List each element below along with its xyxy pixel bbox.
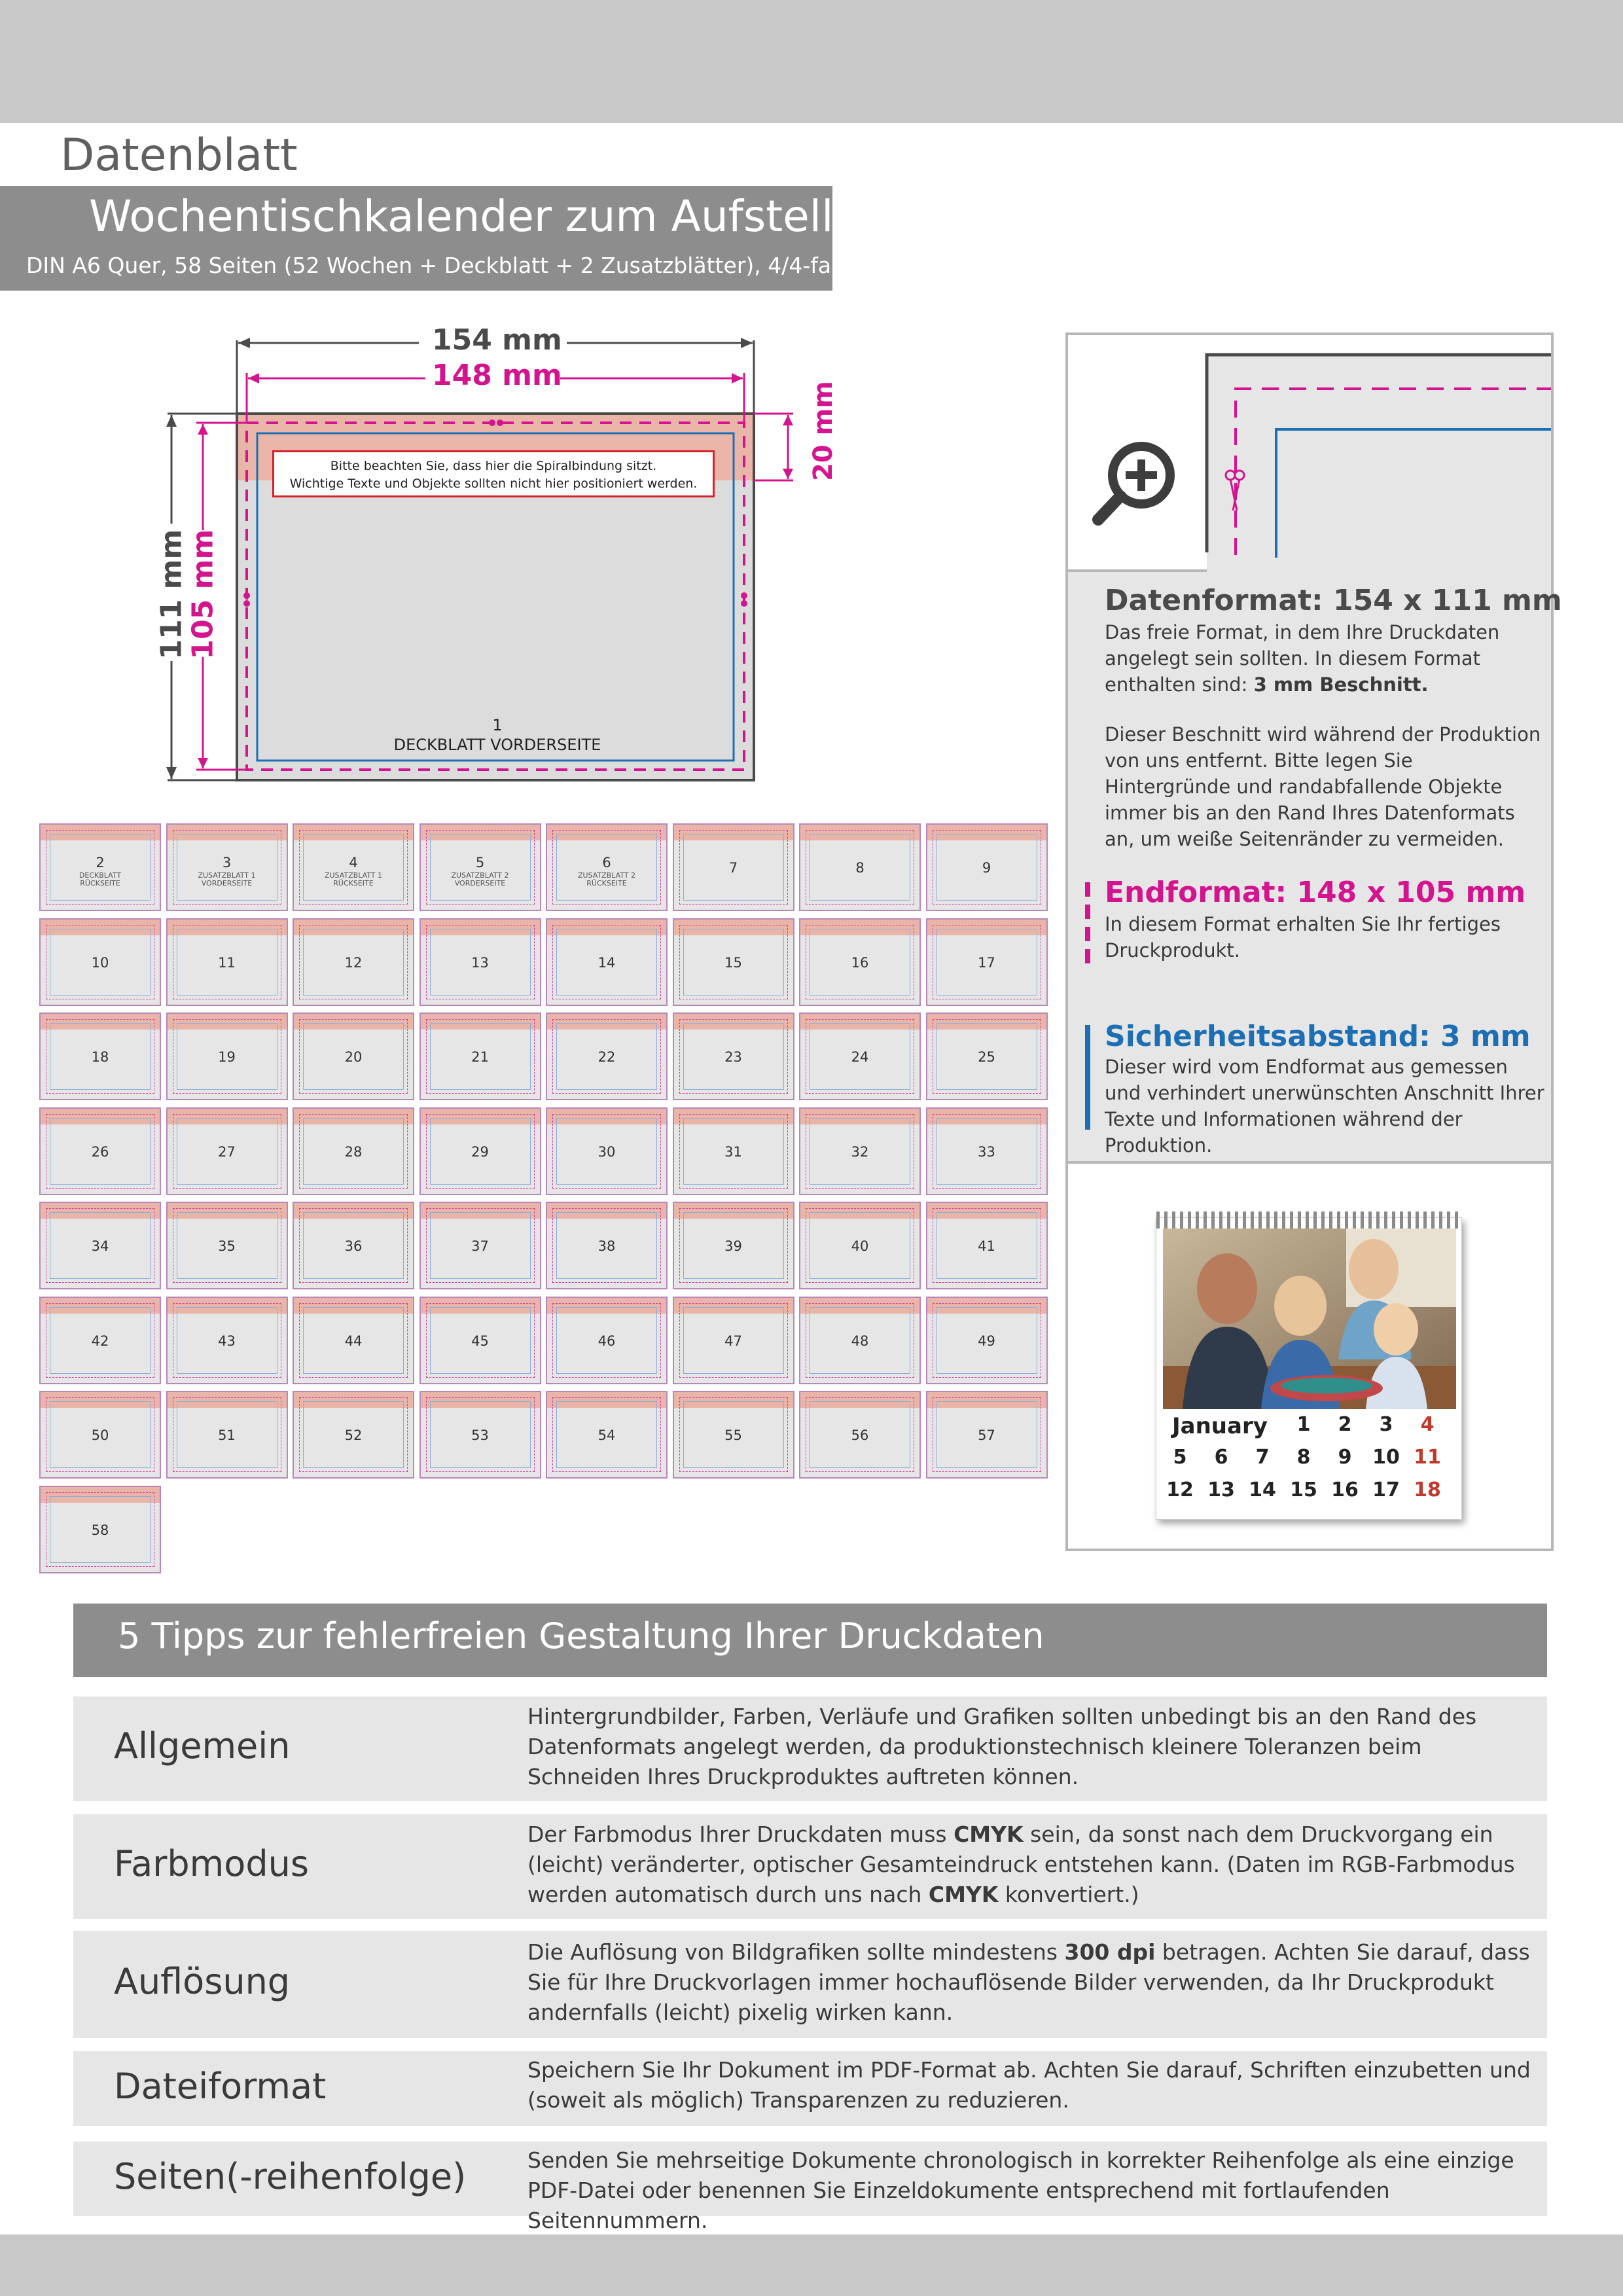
page-thumbnail: [673, 823, 794, 911]
page-thumbnail: [546, 918, 668, 1006]
top-band: [0, 0, 1623, 123]
page-number: 41: [978, 1238, 995, 1254]
tip-text-part: sein, da sonst nach dem Druckvorgang ein (leicht) veränderter, optischer Gesamteindruck entstehen kann. (Daten im RGB-Farbmodus werden automatisch durch uns nach: [527, 1821, 1515, 1907]
family-photo: [1163, 1229, 1456, 1409]
tip-text-bold: 300 dpi: [1064, 1939, 1156, 1965]
safe-area-text: Dieser wird vom Endformat aus gemessen und verhindert unerwünschten Anschnitt Ihrer Texte und Informationen während der Produktion.: [1105, 1056, 1544, 1157]
tips-title: 5 Tipps zur fehlerfreien Gestaltung Ihrer Druckdaten: [118, 1615, 1044, 1657]
page-number: 36: [344, 1238, 363, 1254]
page-thumbnail: [926, 1202, 1048, 1289]
page-thumbnail: [39, 1013, 161, 1100]
page-number: 4: [349, 855, 358, 870]
width-data-label: 154 mm: [432, 323, 562, 357]
page-number: 58: [91, 1522, 109, 1538]
safe-area-title: Sicherheitsabstand: 3 mm: [1105, 1020, 1531, 1053]
safe-area-marker: [1085, 1025, 1090, 1130]
page-thumbnail: [419, 1202, 541, 1289]
data-format-text-part: Das freie Format, in dem Ihre Druckdaten angelegt sein sollten. In diesem Format enthalten sind:: [1105, 621, 1500, 696]
page-thumbnail: [39, 918, 161, 1006]
data-format-text-bold: 3 mm Beschnitt.: [1253, 673, 1429, 696]
calendar-day: 5: [1173, 1446, 1187, 1469]
page-number: 15: [724, 954, 742, 971]
magnifier-plus-icon: [1098, 446, 1170, 520]
page-number: 29: [471, 1143, 489, 1160]
page-thumbnail: [799, 1391, 921, 1479]
page-number: 25: [978, 1049, 995, 1065]
page-label-line1: ZUSATZBLATT 1: [324, 871, 383, 880]
page-thumbnail: [39, 1107, 161, 1195]
page-number: 3: [222, 855, 232, 870]
page-number: 17: [978, 954, 995, 971]
page-number: 28: [344, 1143, 363, 1160]
page-thumbnail: [293, 823, 414, 911]
page-thumbnail: [166, 1202, 288, 1289]
cover-page-label: DECKBLATT VORDERSEITE: [393, 736, 601, 754]
page-number: 19: [218, 1049, 236, 1065]
doc-label: Datenblatt: [0, 126, 326, 186]
page-thumbnail: [926, 1013, 1048, 1100]
page-thumbnail: [39, 1391, 161, 1479]
page-label-line1: ZUSATZBLATT 2: [451, 871, 509, 880]
page-number: 14: [597, 954, 616, 971]
page-number: 31: [724, 1143, 742, 1160]
page-number: 46: [597, 1333, 616, 1349]
tip-text-part: Der Farbmodus Ihrer Druckdaten muss: [527, 1821, 954, 1847]
page-number: 2: [96, 855, 105, 870]
page-label-line1: ZUSATZBLATT 1: [198, 871, 256, 880]
page-thumbnail: [673, 1297, 794, 1384]
spiral-binding: [1156, 1211, 1461, 1229]
page-number: 35: [218, 1238, 236, 1254]
tip-label: Farbmodus: [114, 1843, 309, 1884]
tip-row-farbmodus: [73, 1814, 1547, 1919]
page-number: 26: [91, 1143, 109, 1160]
page-number: 42: [91, 1333, 109, 1349]
page-label-line1: ZUSATZBLATT 2: [577, 871, 636, 880]
page-number: 48: [851, 1333, 869, 1349]
page-number: 45: [471, 1333, 489, 1349]
page-thumbnail: [419, 918, 541, 1006]
calendar-month: January: [1172, 1413, 1268, 1439]
page-thumbnail: [546, 1107, 668, 1195]
page-number: 12: [344, 954, 363, 971]
page-number: 10: [91, 954, 109, 971]
page-thumbnail: [926, 1107, 1048, 1195]
page-number: 22: [597, 1049, 616, 1065]
page-number: 56: [851, 1427, 869, 1443]
calendar-day: 3: [1379, 1413, 1393, 1436]
page-number: 8: [855, 860, 865, 876]
tip-text-part: Die Auflösung von Bildgrafiken sollte mindestens: [527, 1939, 1065, 1965]
page-number: 20: [344, 1049, 363, 1065]
page-thumbnail: [166, 1297, 288, 1384]
tip-row-seiten: [73, 2142, 1547, 2233]
calendar-day: 18: [1414, 1479, 1441, 1501]
page-number: 53: [471, 1427, 489, 1443]
tip-text-part: konvertiert.): [998, 1882, 1139, 1907]
page-thumbnail: [546, 1297, 668, 1384]
zoom-detail: [1068, 335, 1551, 572]
tip-text-bold: CMYK: [954, 1821, 1024, 1847]
tip-row-dateiformat: [73, 2051, 1547, 2126]
page-label-line2: RÜCKSEITE: [586, 879, 627, 888]
calendar-day: 9: [1338, 1446, 1352, 1469]
page-number: 50: [91, 1427, 109, 1443]
page-number: 40: [851, 1238, 869, 1254]
page-number: 27: [218, 1143, 236, 1160]
cover-page-number: 1: [492, 716, 503, 734]
format-info: [1068, 572, 1562, 1164]
end-format-marker: [1085, 882, 1090, 965]
spiral-dim-label: 20 mm: [808, 381, 838, 481]
page-thumbnail: [293, 1202, 414, 1289]
tip-text: [527, 1820, 1535, 1910]
page-thumbnail: [673, 1107, 794, 1195]
page-number: 24: [851, 1049, 869, 1065]
tip-text-bold: CMYK: [928, 1882, 999, 1907]
calendar-day: 10: [1372, 1446, 1400, 1469]
page-thumbnail: [926, 1391, 1048, 1479]
page-number: 34: [91, 1238, 109, 1254]
tip-text: [527, 1937, 1535, 2028]
page-thumbnail: [673, 1391, 794, 1479]
page-thumbnail: [419, 1107, 541, 1195]
page-number: 30: [597, 1143, 616, 1160]
page-label: [421, 872, 540, 888]
page-label-line2: VORDERSEITE: [201, 879, 253, 888]
page-thumbnail: [799, 1202, 921, 1289]
page-thumbnail: [546, 823, 668, 911]
page-number: 49: [978, 1333, 995, 1349]
tip-row-aufloesung: [73, 1931, 1547, 2038]
page-label-line2: VORDERSEITE: [454, 879, 506, 888]
tip-label: Auflösung: [114, 1961, 291, 2002]
page-label-line2: RÜCKSEITE: [333, 879, 374, 888]
tip-text: Senden Sie mehrseitige Dokumente chronologisch in korrekter Reihenfolge als eine einzige PDF-Datei oder benennen Sie Einzeldokumente entsprechend mit fortlaufenden Seitennummern.: [527, 2147, 1514, 2233]
page-thumbnail: [673, 1013, 794, 1100]
page-number: 37: [471, 1238, 489, 1254]
page-label: [547, 872, 666, 888]
calendar-day: 16: [1331, 1479, 1359, 1501]
page-title: Wochentischkalender zum Aufstellen: [89, 191, 887, 242]
page-subtitle: DIN A6 Quer, 58 Seiten (52 Wochen + Deckblatt + 2 Zusatzblätter), 4/4-farbig: [26, 253, 874, 278]
calendar-day: 17: [1372, 1479, 1400, 1501]
end-format-text: In diesem Format erhalten Sie Ihr fertiges Druckprodukt.: [1105, 913, 1501, 961]
page-thumbnail: [166, 1013, 288, 1100]
calendar-day: 13: [1207, 1479, 1235, 1501]
page-thumbnail: [39, 1297, 161, 1384]
calendar-day: 6: [1214, 1446, 1228, 1469]
calendar-day: 7: [1255, 1446, 1270, 1469]
tip-text: Speichern Sie Ihr Dokument im PDF-Format ab. Achten Sie darauf, Schriften einzubetten und (soweit als möglich) Transparenzen zu reduzieren.: [527, 2057, 1531, 2113]
page-number: 9: [982, 860, 991, 876]
calendar-day: 14: [1249, 1479, 1276, 1501]
page-thumbnail: [39, 1202, 161, 1289]
page-number: 18: [91, 1049, 109, 1065]
page-number: 13: [471, 954, 489, 971]
tip-label: Dateiformat: [114, 2066, 327, 2107]
page-number: 23: [724, 1049, 742, 1065]
page-thumbnail: [799, 1107, 921, 1195]
spiral-note-line2: Wichtige Texte und Objekte sollten nicht hier positioniert werden.: [289, 476, 698, 491]
tip-row-allgemein: [73, 1696, 1547, 1801]
tip-label: Seiten(-reihenfolge): [114, 2156, 467, 2197]
page-thumbnail: [166, 1391, 288, 1479]
tip-text-part: betragen. Achten Sie darauf, dass Sie für Ihre Druckvorlagen immer hochauflösende Bilder verwenden, da Ihr Druckprodukt andernfalls (leicht) pixelig wirken kann.: [527, 1939, 1530, 2025]
page-number: 5: [475, 855, 485, 870]
page-thumbnail: [39, 1486, 161, 1573]
page-number: 47: [724, 1333, 742, 1349]
page-thumbnail: [419, 1297, 541, 1384]
page-thumbnail: [799, 1013, 921, 1100]
page-label-line1: DECKBLATT: [79, 871, 122, 880]
page-number: 21: [471, 1049, 489, 1065]
info-panel: [1065, 332, 1562, 1551]
calendar-day: 8: [1296, 1446, 1311, 1469]
calendar-day: 4: [1420, 1413, 1435, 1436]
page-thumbnail: [293, 918, 414, 1006]
page-thumbnail: [546, 1391, 668, 1479]
data-format-text-2: Dieser Beschnitt wird während der Produktion von uns entfernt. Bitte legen Sie Hintergründe und randabfallende Objekte immer bis an den Rand Ihres Datenformats an, um weiße Seitenränder zu vermeiden.: [1105, 723, 1541, 850]
page-thumbnail: [926, 918, 1048, 1006]
page-thumbnail: [799, 918, 921, 1006]
page-label: [41, 872, 160, 888]
page-number: 55: [724, 1427, 742, 1443]
calendar-day: 12: [1166, 1479, 1194, 1501]
page-thumbnail: [293, 1297, 414, 1384]
page-thumbnail: [419, 1013, 541, 1100]
page-thumbnail: [166, 823, 288, 911]
page-number: 6: [602, 855, 611, 870]
page-label: [168, 872, 287, 888]
zoom-detail-graphic: [1068, 335, 1551, 572]
page-number: 51: [218, 1427, 236, 1443]
page-thumbnail: [799, 823, 921, 911]
page-number: 39: [724, 1238, 742, 1254]
page-number: 11: [218, 954, 236, 971]
calendar-preview: [1068, 1166, 1551, 1549]
page-number: 57: [978, 1427, 995, 1443]
page-number: 38: [597, 1238, 616, 1254]
page-thumbnail: [799, 1297, 921, 1384]
page-thumbnail: [546, 1202, 668, 1289]
bottom-band: [0, 2234, 1623, 2296]
page-thumbnail: [546, 1013, 668, 1100]
calendar-day: 15: [1290, 1479, 1317, 1501]
spiral-note: [272, 450, 715, 497]
page-number: 54: [597, 1427, 616, 1443]
calendar-card: [1156, 1217, 1462, 1520]
calendar-day: 11: [1414, 1446, 1441, 1469]
tip-text: Hintergrundbilder, Farben, Verläufe und Grafiken sollten unbedingt bis an den Rand des Datenformats angelegt werden, da produktionstechnisch kleinere Toleranzen beim Schneiden Ihres Druckproduktes auftreten können.: [527, 1704, 1477, 1789]
calendar-day: 2: [1338, 1413, 1352, 1436]
page-number: 16: [851, 954, 869, 971]
page-thumbnail: [293, 1107, 414, 1195]
calendar-day: 1: [1296, 1413, 1311, 1436]
end-format-title: Endformat: 148 x 105 mm: [1105, 876, 1526, 909]
height-end-label: 105 mm: [186, 529, 220, 660]
page-number: 33: [978, 1143, 995, 1160]
page-label-line2: RÜCKSEITE: [80, 879, 120, 888]
page-thumbnail: [293, 1013, 414, 1100]
page-number: 52: [344, 1427, 363, 1443]
page-number: 7: [728, 860, 738, 876]
data-format-title: Datenformat: 154 x 111 mm: [1105, 584, 1562, 617]
height-data-label: 111 mm: [154, 529, 188, 660]
page-thumbnail: [419, 823, 541, 911]
data-format-text: [1105, 619, 1544, 698]
tip-label: Allgemein: [114, 1725, 291, 1767]
width-end-label: 148 mm: [432, 359, 562, 392]
spiral-note-line1: Bitte beachten Sie, dass hier die Spiralbindung sitzt.: [330, 459, 657, 473]
page-thumbnail: [673, 1202, 794, 1289]
page-label: [294, 872, 413, 888]
page-thumbnail: [166, 1107, 288, 1195]
page-thumbnail: [39, 823, 161, 911]
page-number: 44: [344, 1333, 363, 1349]
page-number: 32: [851, 1143, 869, 1160]
page-thumbnail: [673, 918, 794, 1006]
page-thumbnail: [166, 918, 288, 1006]
page-thumbnail: [419, 1391, 541, 1479]
page-number: 43: [218, 1333, 236, 1349]
page-thumbnail: [926, 823, 1048, 911]
page-thumbnail: [926, 1297, 1048, 1384]
page-thumbnail: [293, 1391, 414, 1479]
